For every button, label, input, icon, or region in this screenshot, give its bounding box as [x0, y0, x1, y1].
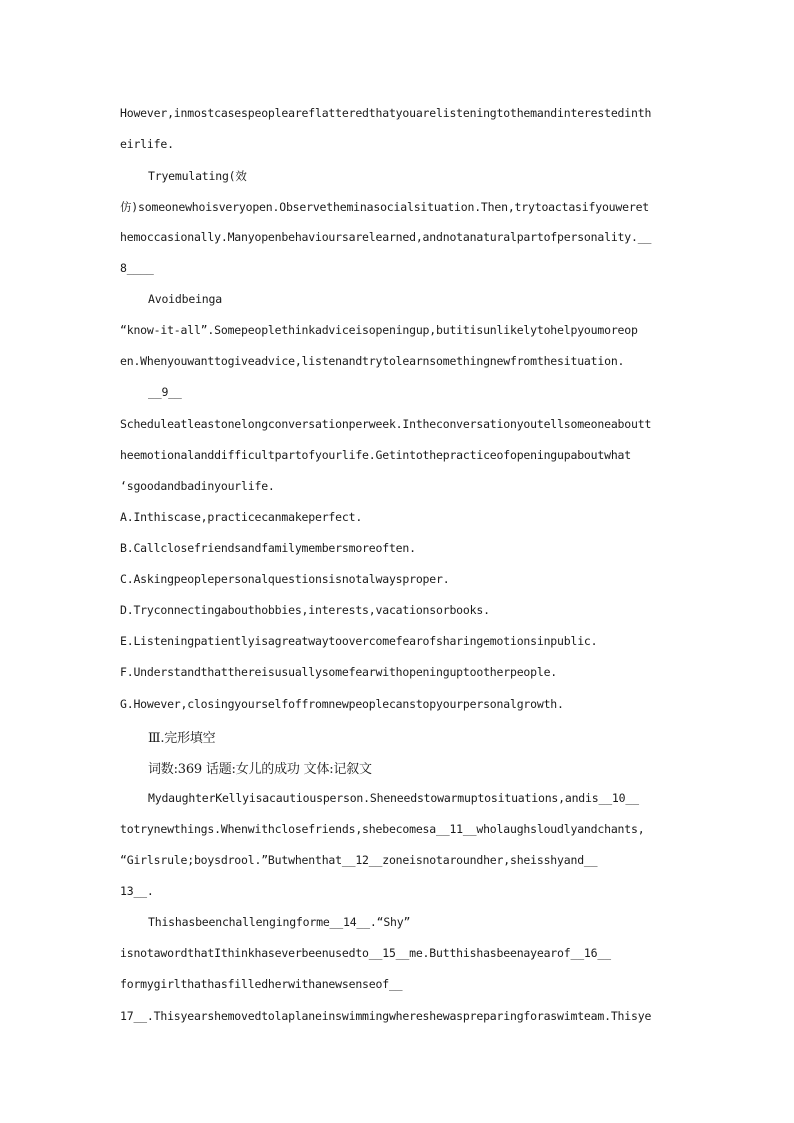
section-heading: Ⅲ.完形填空	[148, 731, 216, 746]
text-line: 仿)someonewhoisveryopen.Observetheminasocialsituation.Then,trytoactasifyouweret	[120, 200, 650, 214]
text-line: MydaughterKellyisacautiousperson.Sheneedstowarmuptosituations,andis__10__	[148, 791, 639, 805]
text-line: hemoccasionally.Manyopenbehavioursarelearned,andnotanaturalpartofpersonality.__	[120, 230, 652, 244]
passage-info: 词数:369 话题:女儿的成功 文体:记叙文	[148, 762, 372, 777]
option-d: D.Tryconnectingabouthobbies,interests,vacationsorbooks.	[120, 603, 490, 617]
text-line: 13__.	[120, 884, 154, 898]
text-line: heemotionalanddifficultpartofyourlife.Getintothepracticeofopeningupaboutwhat	[120, 448, 631, 462]
option-f: F.Understandthatthereisusuallysomefearwithopeninguptootherpeople.	[120, 665, 558, 679]
text-line: 17__.Thisyearshemovedtolaplaneinswimmingwhereshewaspreparingforaswimteam.Thisye	[120, 1009, 652, 1023]
blank-line: __9__	[148, 385, 182, 399]
option-a: A.Inthiscase,practicecanmakeperfect.	[120, 510, 363, 524]
text-line: en.Whenyouwanttogiveadvice,listenandtrytolearnsomethingnewfromthesituation.	[120, 354, 625, 368]
text-line: formygirlthathasfilledherwithanewsenseof__	[120, 977, 403, 991]
option-b: B.Callclosefriendsandfamilymembersmoreoften.	[120, 541, 416, 555]
text-line: “know-it-all”.Somepeoplethinkadviceisopeningup,butitisunlikelytohelpyoumoreop	[120, 323, 638, 337]
blank-line: 8____	[120, 261, 154, 275]
text-line: Tryemulating(效	[148, 169, 247, 183]
option-c: C.Askingpeoplepersonalquestionsisnotalwaysproper.	[120, 572, 450, 586]
option-e: E.Listeningpatientlyisagreatwaytoovercomefearofsharingemotionsinpublic.	[120, 634, 598, 648]
text-line: Thishasbeenchallengingforme__14__.“Shy”	[148, 915, 411, 929]
text-line: totrynewthings.Whenwithclosefriends,shebecomesa__11__wholaughsloudlyandchants,	[120, 822, 645, 836]
text-line: ‘sgoodandbadinyourlife.	[120, 479, 275, 493]
text-line: eirlife.	[120, 137, 174, 151]
text-line: “Girlsrule;boysdrool.”Butwhenthat__12__zoneisnotaroundher,sheisshyand__	[120, 853, 598, 867]
text-line: isnotawordthatIthinkhaseverbeenusedto__15__me.Butthishasbeenayearof__16__	[120, 946, 611, 960]
option-g: G.However,closingyourselfoffromnewpeoplecanstopyourpersonalgrowth.	[120, 697, 564, 711]
text-line: Scheduleatleastonelongconversationperweek.Intheconversationyoutellsomeoneaboutt	[120, 417, 652, 431]
text-line: Avoidbeinga	[148, 292, 222, 306]
text-line: However,inmostcasespeopleareflatteredthatyouarelisteningtothemandinterestedinth	[120, 106, 652, 120]
